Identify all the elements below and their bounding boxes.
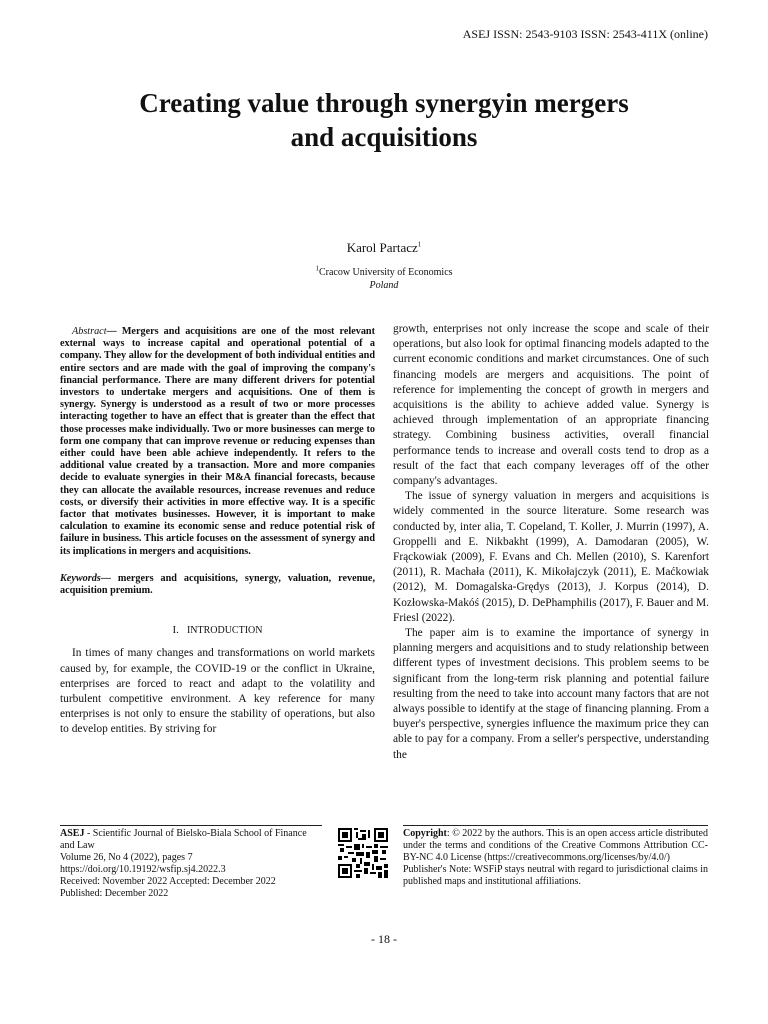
article-title — [60, 86, 708, 154]
keywords — [60, 573, 375, 597]
copyright-label: Copyright — [403, 828, 447, 839]
body-paragraph: growth, enterprises not only increase the scope and scale of their operations, but also look for optimal financing models adapted to the current economic conditions and market circumstances. One of such financing models are mergers and acquisitions. The point of reference for implementing the concept of growth in mergers and acquisitions is the ability to achieve added value. Synergy is achieved through implementation of an appropriate financing strategy. Combining business activities, overall financial performance tends to increase and overall costs tend to drop as a result of the fact that each company leverages off of the other company's advantages. — [393, 323, 709, 488]
left-column — [60, 326, 375, 738]
journal-info — [60, 828, 322, 900]
section-title: INTRODUCTION — [186, 625, 263, 637]
section-heading-introduction — [60, 623, 375, 638]
published-date: Published: December 2022 — [60, 888, 169, 899]
copyright-text: : © 2022 by the authors. This is an open access article distributed under the terms and conditions of the Creative Commons Attribution CC-BY-NC 4.0 License (https://creativecommons.org/licenses/by/4.0/) — [403, 828, 708, 863]
body-paragraph: The issue of synergy valuation in mergers and acquisitions is widely commented in the source literature. Some research was conducted by, inter alia, T. Copeland, T. Koller, J. Murrin (1997), A. Groppelli and E. Nikbakht (1999), A. Damodaran (2005), W. Frąckowiak (2009), F. Evans and Ch. Mellen (2010), S. Karenfort (2011), R. Machała (2011), K. Mikołajczyk (2011), E. Maćkowiak (2012), M. Domagalska-Grędys (2013), J. Korpus (2014), D. Kozłowska-Makóś (2015), D. DePhamphilis (2017), F. Bauer and M. Friesl (2022). — [393, 490, 709, 624]
author-name-text: Karol Partacz — [346, 240, 418, 255]
received-accepted: Received: November 2022 Accepted: December 2022 — [60, 876, 276, 887]
journal-volume: Volume 26, No 4 (2022), pages 7 — [60, 852, 193, 863]
abstract-text: — Mergers and acquisitions are one of the most relevant external ways to increase capital and operational potential of a company. They allow for the development of both individual entities and entire sectors and are made with the goal of improving the company's financial performance. There are many different drivers for potential investors to undertake mergers and acquisitions. One of them is synergy. Synergy is understood as a result of two or more processes interacting together to have an effect that is greater than the effect that those processes make individually. Two or more businesses can merge to form one company that can improve revenue or reducing expenses than either could have been able achieve independently. It refers to the additional value created by a transaction. More and more companies decide to evaluate synergies in their M&A financial forecasts, because they can allocate the available resources, increase revenues and reduce costs, or diversify their activities in more effective way. It is a specific factor that motivates businesses. However, it is important to make calculation to examine its economic sense and reduce potential risk of failure in business. This article focuses on the assessment of synergy and its implications in mergers and acquisitions. — [60, 326, 375, 557]
keywords-lead: Keywords — [60, 572, 101, 584]
journal-name: ASEJ — [60, 828, 85, 839]
author-name — [0, 240, 768, 256]
page-number: - 18 - — [371, 932, 397, 946]
copyright-block — [403, 828, 708, 888]
doi-link[interactable]: https://doi.org/10.19192/wsfip.sj4.2022.3 — [60, 864, 226, 875]
copyright-notice — [403, 828, 708, 864]
title-line-1: Creating value through synergyin mergers — [139, 88, 629, 118]
journal-issn: ASEJ ISSN: 2543-9103 ISSN: 2543-411X (online) — [462, 27, 708, 41]
affiliation — [0, 266, 768, 292]
affiliation-institution: Cracow University of Economics — [318, 267, 453, 278]
footer-rule-right — [403, 825, 708, 826]
intro-paragraph: In times of many changes and transformations on world markets caused by, for example, the COVID-19 or the conflict in Ukraine, enterprises are forced to react and adapt to the volatility and turbulent competitive environment. A key reference for many enterprises is not only to ensure the stability of operations, but also to develop entities. By striving for — [60, 647, 375, 736]
title-line-2: and acquisitions — [290, 122, 478, 152]
affiliation-country: Poland — [369, 280, 399, 291]
keywords-text: — mergers and acquisitions, synergy, valuation, revenue, acquisition premium. — [60, 572, 375, 597]
abstract-lead: Abstract — [72, 326, 107, 337]
section-number: I. — [172, 624, 179, 637]
author-sup: 1 — [417, 240, 422, 249]
affiliation-sup: 1 — [315, 264, 319, 273]
qr-code-icon — [338, 828, 388, 878]
journal-full-name: - Scientific Journal of Bielsko-Biala School of Finance and Law — [60, 828, 307, 851]
footer-rule-left — [60, 825, 322, 826]
publisher-note: Publisher's Note: WSFiP stays neutral with regard to jurisdictional claims in published maps and institutional affiliations. — [403, 864, 708, 887]
abstract — [60, 326, 375, 558]
right-column — [393, 322, 709, 763]
body-paragraph: The paper aim is to examine the importance of synergy in planning mergers and acquisitions and to study relationship between different types of investment decisions. This problem seems to be significant from the long-term risk planning and potential failure resulting from the need to take into account many factors that are not always possible to identify at the stage of financing planning. From a buyer's perspective, synergies influence the maximum price they can able to pay for a company. From a seller's perspective, understanding the — [393, 627, 709, 761]
